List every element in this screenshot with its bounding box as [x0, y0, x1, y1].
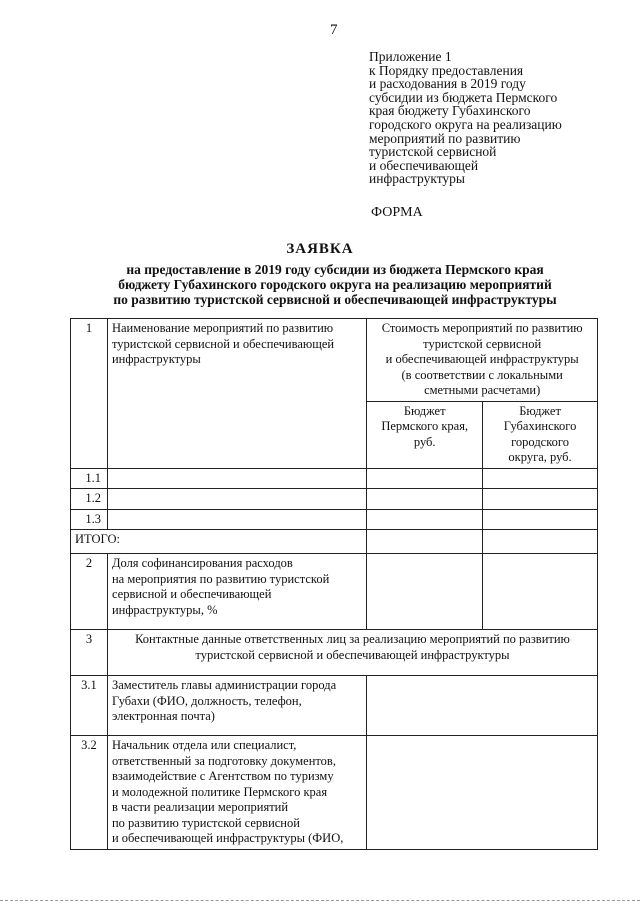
table-row	[71, 489, 598, 510]
cell-line: электронная почта)	[111, 709, 215, 723]
appendix-line: к Порядку предоставления	[369, 62, 524, 78]
table-row	[71, 676, 598, 736]
subtitle-line: на предоставление в 2019 году субсидии из бюджета Пермского края	[126, 262, 544, 277]
appendix-line: субсидии из бюджета Пермского	[369, 89, 558, 105]
empty-cell	[367, 530, 483, 554]
document-subtitle	[70, 262, 600, 307]
total-label: ИТОГО:	[71, 530, 367, 554]
table-row	[71, 509, 598, 530]
empty-cell	[367, 468, 483, 489]
cell-line: и обеспечивающей инфраструктуры (ФИО,	[111, 831, 344, 845]
budget-gubakha-line: Бюджет	[519, 403, 561, 418]
page-edge-divider	[0, 900, 640, 902]
cost-header-line: Стоимость мероприятий по развитию	[381, 321, 583, 335]
document-title: ЗАЯВКА	[286, 241, 354, 257]
cell-line: ответственный за подготовку документов,	[111, 753, 336, 768]
budget-perm-line: Бюджет	[403, 403, 446, 418]
cell-line: в части реализации мероприятий	[111, 800, 289, 814]
cell-line: Контактные данные ответственных лиц за реализацию мероприятий по развитию	[135, 632, 570, 646]
sub-row-number: 1.2	[71, 489, 108, 510]
appendix-line: и расходования в 2019 году	[369, 76, 526, 92]
appendix-line: туристской сервисной	[369, 144, 497, 160]
contacts-header	[107, 630, 597, 676]
empty-cell	[367, 554, 483, 630]
application-form-table	[70, 318, 598, 850]
empty-cell	[367, 736, 598, 850]
budget-perm-line: Пермского края,	[381, 419, 469, 433]
budget-gubakha-line: Губахинского	[503, 419, 577, 433]
empty-cell	[107, 468, 366, 489]
subtitle-line: по развитию туристской сервисной и обеспечивающей инфраструктуры	[113, 292, 557, 307]
empty-cell	[483, 468, 598, 489]
budget-gubakha-line: городского	[511, 434, 569, 449]
empty-cell	[107, 489, 366, 510]
sub-row-number: 1.1	[71, 468, 108, 489]
table-row	[71, 468, 598, 489]
sub-row-number: 1.3	[71, 509, 108, 530]
empty-cell	[367, 489, 483, 510]
form-label: ФОРМА	[371, 205, 423, 220]
cell-line: Начальник отдела или специалист,	[111, 738, 297, 752]
empty-cell	[107, 509, 366, 530]
cost-header-line: сметными расчетами)	[424, 383, 541, 397]
total-row	[71, 530, 598, 554]
appendix-header	[369, 50, 619, 186]
cell-line: Доля софинансирования расходов	[111, 556, 293, 570]
cell-line: взаимодействие с Агентством по туризму	[111, 769, 334, 783]
cost-header	[367, 319, 598, 402]
cell-line: Заместитель главы администрации города	[111, 678, 337, 692]
budget-perm-line: руб.	[413, 434, 436, 449]
row-number: 1	[71, 319, 108, 469]
row-number: 3.2	[71, 736, 108, 850]
cost-header-line: (в соответствии с локальными	[401, 367, 563, 382]
appendix-line: городского округа на реализацию	[369, 116, 562, 132]
cell-line: на мероприятия по развитию туристской	[111, 571, 330, 586]
table-row	[71, 630, 598, 676]
cost-header-line: туристской сервисной	[423, 336, 542, 351]
page-number: 7	[330, 22, 338, 38]
empty-cell	[483, 509, 598, 530]
empty-cell	[483, 489, 598, 510]
cell-line: туристской сервисной и обеспечивающей инфраструктуры	[195, 647, 510, 662]
activity-name-header: Наименование мероприятий по развитию туристской сервисной и обеспечивающей инфраструктуры	[107, 319, 366, 469]
cell-line: и молодежной политике Пермского края	[111, 784, 328, 799]
cell-line: сервисной и обеспечивающей	[111, 587, 272, 601]
appendix-line: и обеспечивающей	[369, 157, 479, 173]
appendix-line: Приложение 1	[369, 49, 452, 64]
row-number: 3.1	[71, 676, 108, 736]
empty-cell	[483, 530, 598, 554]
budget-perm-header	[367, 401, 483, 468]
table-row	[71, 736, 598, 850]
cell-line: Губахи (ФИО, должность, телефон,	[111, 693, 302, 708]
empty-cell	[483, 554, 598, 630]
cost-header-line: и обеспечивающей инфраструктуры	[385, 352, 579, 366]
appendix-line: мероприятий по развитию	[369, 130, 521, 146]
cell-line: по развитию туристской сервисной	[111, 815, 300, 830]
row-number: 3	[71, 630, 108, 676]
row-number: 2	[71, 554, 108, 630]
subtitle-line: бюджету Губахинского городского округа на реализацию мероприятий	[118, 277, 552, 292]
responsible-person-label	[107, 736, 366, 850]
budget-gubakha-header	[483, 401, 598, 468]
appendix-line: инфраструктуры	[369, 171, 465, 187]
cofinancing-share-label	[107, 554, 366, 630]
deputy-head-label	[107, 676, 366, 736]
appendix-line: края бюджету Губахинского	[369, 103, 531, 119]
empty-cell	[367, 676, 598, 736]
empty-cell	[367, 509, 483, 530]
table-row	[71, 554, 598, 630]
budget-gubakha-line: округа, руб.	[508, 450, 572, 464]
cell-line: инфраструктуры, %	[111, 602, 218, 617]
